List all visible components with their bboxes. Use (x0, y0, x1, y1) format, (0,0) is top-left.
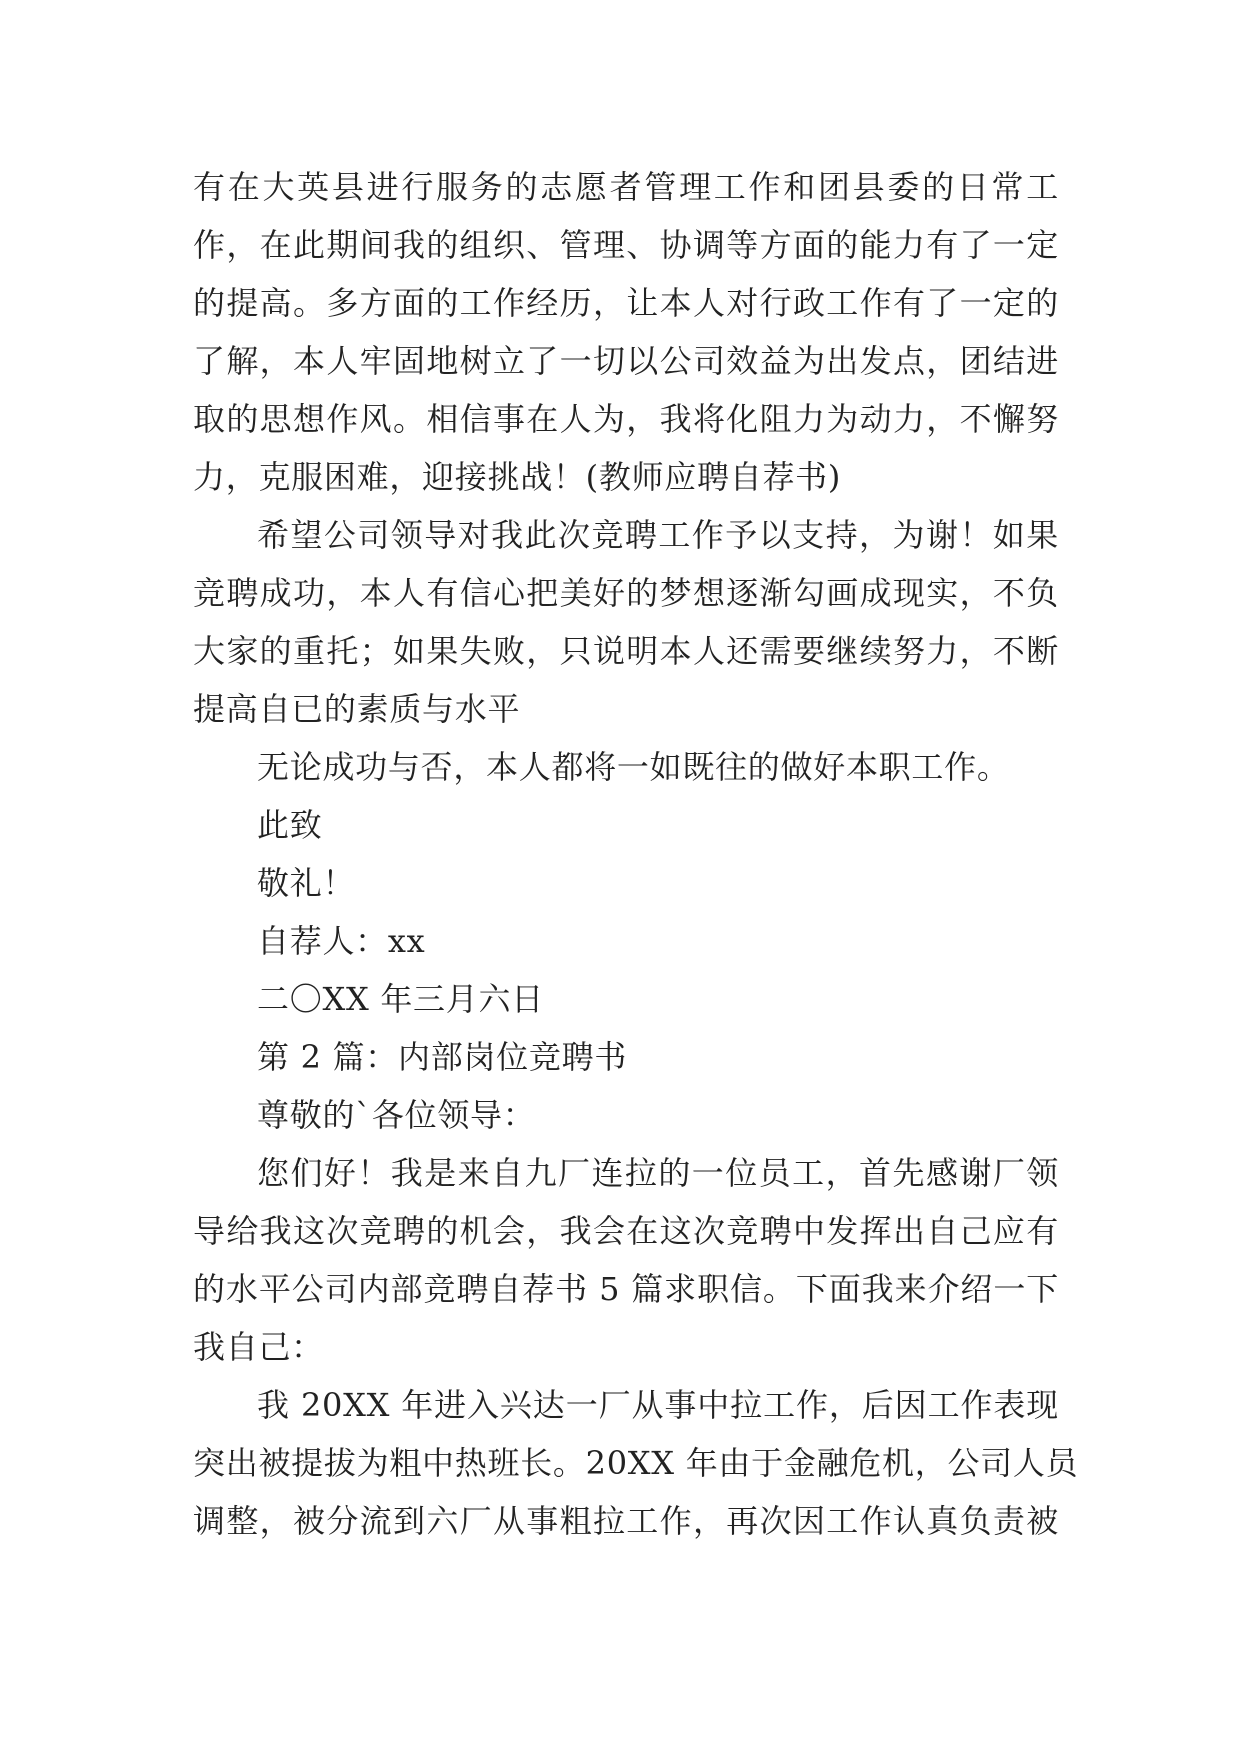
text-line: 第 2 篇：内部岗位竞聘书 (257, 1038, 628, 1076)
text-line: 二〇XX 年三月六日 (257, 980, 544, 1018)
text-line: 力，克服困难，迎接挑战！(教师应聘自荐书) (193, 458, 842, 496)
text-line: 我 20XX 年进入兴达一厂从事中拉工作，后因工作表现 (257, 1386, 1059, 1424)
text-line: 调整，被分流到六厂从事粗拉工作，再次因工作认真负责被 (193, 1502, 1059, 1540)
text-line: 取的思想作风。相信事在人为，我将化阻力为动力，不懈努 (193, 400, 1059, 438)
text-line: 您们好！我是来自九厂连拉的一位员工，首先感谢厂领 (257, 1154, 1059, 1192)
text-line: 自荐人：xx (257, 922, 426, 960)
text-line: 尊敬的`各位领导： (257, 1096, 536, 1134)
text-line: 的提高。多方面的工作经历，让本人对行政工作有了一定的 (193, 284, 1059, 322)
text-line: 敬礼！ (257, 864, 356, 902)
text-line: 希望公司领导对我此次竞聘工作予以支持，为谢！如果 (257, 516, 1059, 554)
document-body (193, 158, 1079, 1550)
text-line: 了解，本人牢固地树立了一切以公司效益为出发点，团结进 (193, 342, 1059, 380)
text-line: 有在大英县进行服务的志愿者管理工作和团县委的日常工 (193, 168, 1059, 206)
text-line: 竞聘成功，本人有信心把美好的梦想逐渐勾画成现实，不负 (193, 574, 1059, 612)
text-line: 导给我这次竞聘的机会，我会在这次竞聘中发挥出自己应有 (193, 1212, 1059, 1250)
text-line: 此致 (257, 806, 323, 844)
text-line: 作，在此期间我的组织、管理、协调等方面的能力有了一定 (193, 226, 1059, 264)
text-line: 的水平公司内部竞聘自荐书 5 篇求职信。下面我来介绍一下 (193, 1270, 1059, 1308)
text-line: 突出被提拔为粗中热班长。20XX 年由于金融危机，公司人员 (193, 1444, 1079, 1482)
text-line: 我自己： (193, 1328, 324, 1366)
text-line: 提高自已的素质与水平 (193, 690, 521, 728)
text-line: 大家的重托；如果失败，只说明本人还需要继续努力，不断 (193, 632, 1059, 670)
text-line: 无论成功与否，本人都将一如既往的做好本职工作。 (257, 748, 1010, 786)
